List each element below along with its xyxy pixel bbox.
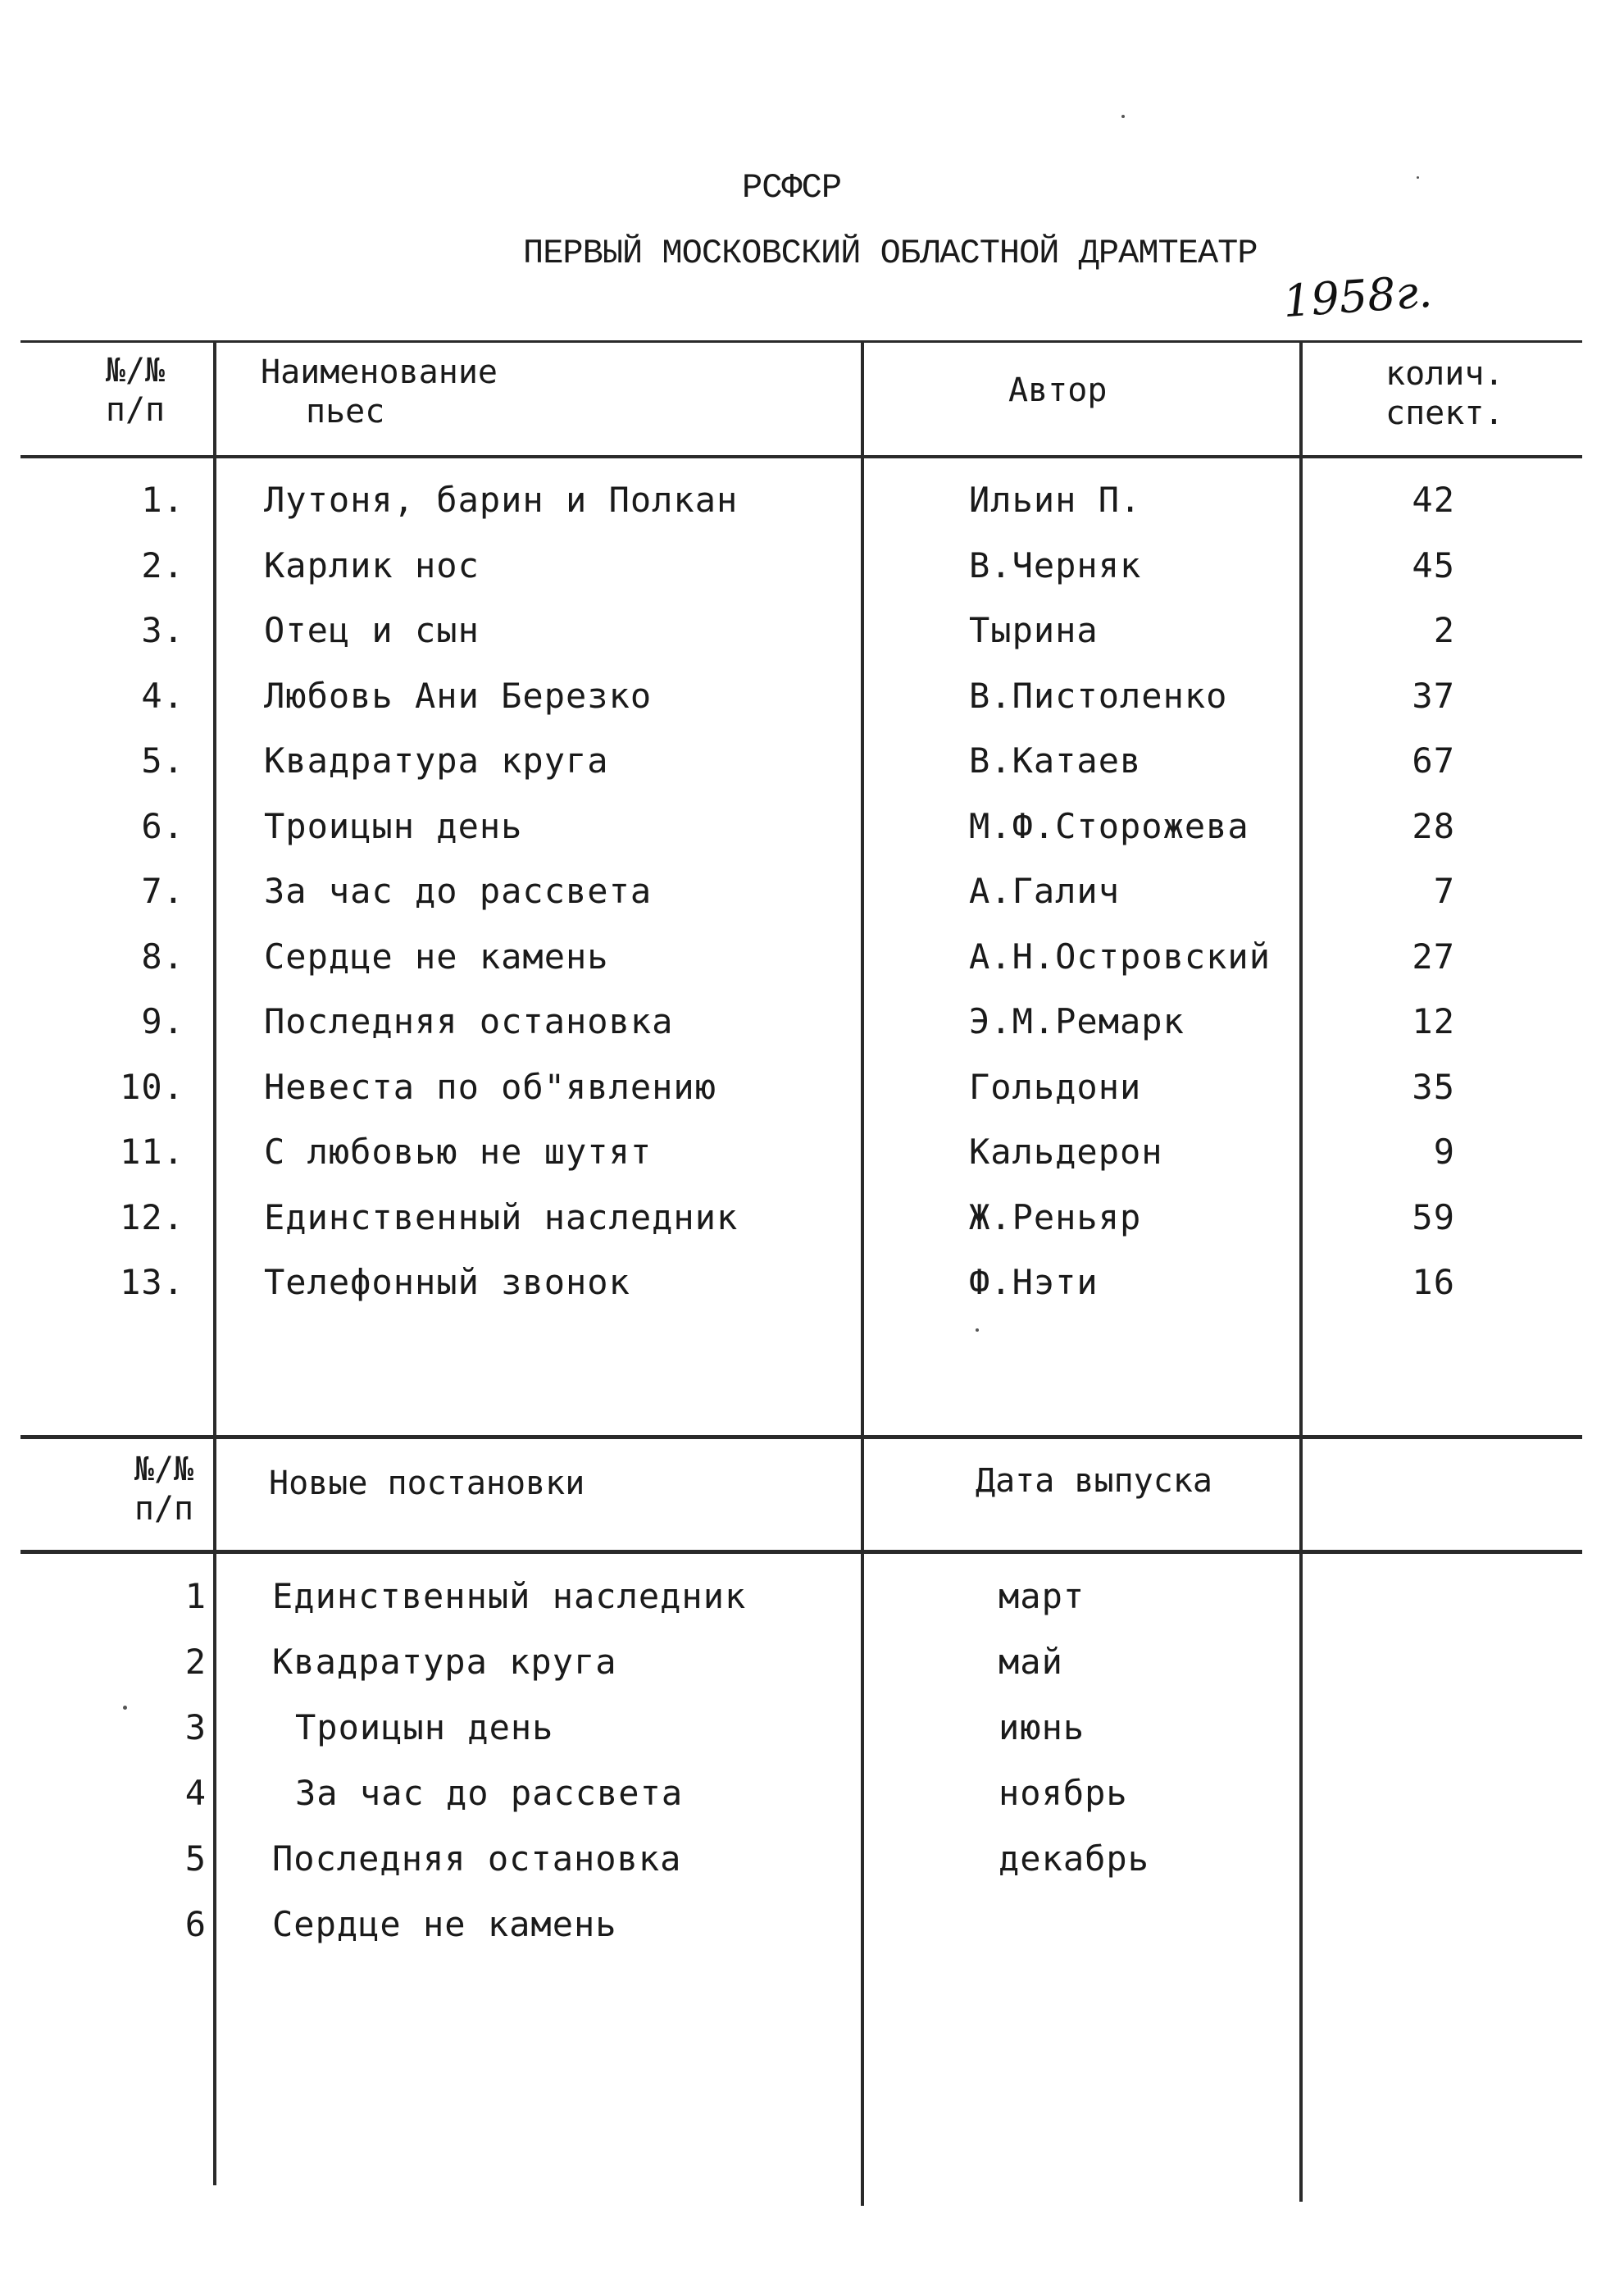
play-title: Единственный наследник [264,1196,739,1237]
play-title: Квадратура круга [264,740,609,781]
row-number: 3 [184,1707,207,1747]
release-date: ноябрь [999,1773,1128,1813]
table2-header-num [123,1450,205,1528]
play-title: С любовью не шутят [264,1132,653,1172]
header-count-line1: колич. [1385,355,1504,393]
play-title: Любовь Ани Березко [264,675,653,716]
row-number: 5. [141,740,184,781]
republic-heading: РСФСР [742,168,842,207]
play-title: Лутоня, барин и Полкан [264,480,739,520]
play-author: Э.М.Ремарк [969,1001,1185,1041]
play-author: А.Галич [969,871,1121,911]
table1-bottom-rule [20,1435,1582,1439]
play-author: Ф.Нэти [969,1262,1099,1302]
new-production-title: Сердце не камень [272,1904,617,1944]
header2-num-line2: п/п [134,1490,194,1528]
column-rule-author [1299,340,1303,2202]
new-production-title: За час до рассвета [295,1773,684,1813]
row-number: 13. [120,1262,184,1302]
row-number: 10. [120,1066,184,1107]
performance-count: 12 [1412,1001,1455,1041]
scan-speck [123,1706,127,1710]
play-author: Ж.Реньяр [969,1196,1142,1237]
performance-count: 2 [1433,610,1455,650]
play-title: Карлик нос [264,544,480,585]
play-title: Последняя остановка [264,1001,674,1041]
play-title: За час до рассвета [264,871,653,911]
play-author: Гольдони [969,1066,1142,1107]
table1-header-count [1385,354,1504,433]
header-num-line2: п/п [105,391,166,429]
row-number: 12. [120,1196,184,1237]
play-title: Невеста по об"явлению [264,1066,717,1107]
play-title: Отец и сын [264,610,480,650]
table1-header-num [94,351,176,430]
play-title: Троицын день [264,805,523,846]
new-production-title: Единственный наследник [272,1576,747,1616]
row-number: 2. [141,544,184,585]
performance-count: 16 [1412,1262,1455,1302]
row-number: 11. [120,1132,184,1172]
release-date: декабрь [999,1838,1150,1879]
play-author: В.Пистоленко [969,675,1228,716]
table1-top-rule [20,340,1582,343]
performance-count: 59 [1412,1196,1455,1237]
play-author: А.Н.Островский [969,936,1271,977]
play-author: М.Ф.Сторожева [969,805,1249,846]
performance-count: 7 [1433,871,1455,911]
performance-count: 35 [1412,1066,1455,1107]
header-title-line2: пьес [306,393,385,430]
row-number: 9. [141,1001,184,1041]
play-author: В.Черняк [969,544,1142,585]
theatre-heading: ПЕРВЫЙ МОСКОВСКИЙ ОБЛАСТНОЙ ДРАМТЕАТР [523,234,1258,273]
table2-header-rule [20,1550,1582,1554]
table2-header-title: Новые постановки [269,1465,585,1502]
performance-count: 67 [1412,740,1455,781]
play-author: Кальдерон [969,1132,1163,1172]
row-number: 2 [184,1642,207,1682]
row-number: 5 [184,1838,207,1879]
play-author: Тырина [969,610,1099,650]
performance-count: 42 [1412,480,1455,520]
performance-count: 27 [1412,936,1455,977]
play-author: В.Катаев [969,740,1142,781]
column-rule-num [213,340,216,2185]
table2-header-date: Дата выпуска [976,1462,1212,1500]
header-title-line1: Наименование [261,353,498,391]
table1-header-author: Автор [1008,371,1108,409]
table1-header-rule [20,455,1582,458]
release-date: июнь [999,1707,1085,1747]
performance-count: 28 [1412,805,1455,846]
new-production-title: Троицын день [295,1707,554,1747]
row-number: 1 [184,1576,207,1616]
release-date: май [999,1642,1063,1682]
row-number: 7. [141,871,184,911]
row-number: 4. [141,675,184,716]
year-handwritten-note: 1958г. [1281,265,1434,328]
scan-speck [1121,115,1125,118]
row-number: 3. [141,610,184,650]
performance-count: 45 [1412,544,1455,585]
row-number: 8. [141,936,184,977]
new-production-title: Квадратура круга [272,1642,617,1682]
row-number: 4 [184,1773,207,1813]
new-production-title: Последняя остановка [272,1838,682,1879]
table1-header-title [261,353,498,431]
play-title: Сердце не камень [264,936,609,977]
header-num-line1: №/№ [105,352,166,390]
row-number: 1. [141,480,184,520]
row-number: 6 [184,1904,207,1944]
row-number: 6. [141,805,184,846]
play-author: Ильин П. [969,480,1142,520]
header2-num-line1: №/№ [134,1451,194,1488]
performance-count: 9 [1433,1132,1455,1172]
release-date: март [999,1576,1085,1616]
scan-speck [1417,176,1419,179]
play-title: Телефонный звонок [264,1262,630,1302]
column-rule-title [861,340,864,2206]
performance-count: 37 [1412,675,1455,716]
header-count-line2: спект. [1385,394,1504,432]
scan-speck [976,1328,979,1332]
